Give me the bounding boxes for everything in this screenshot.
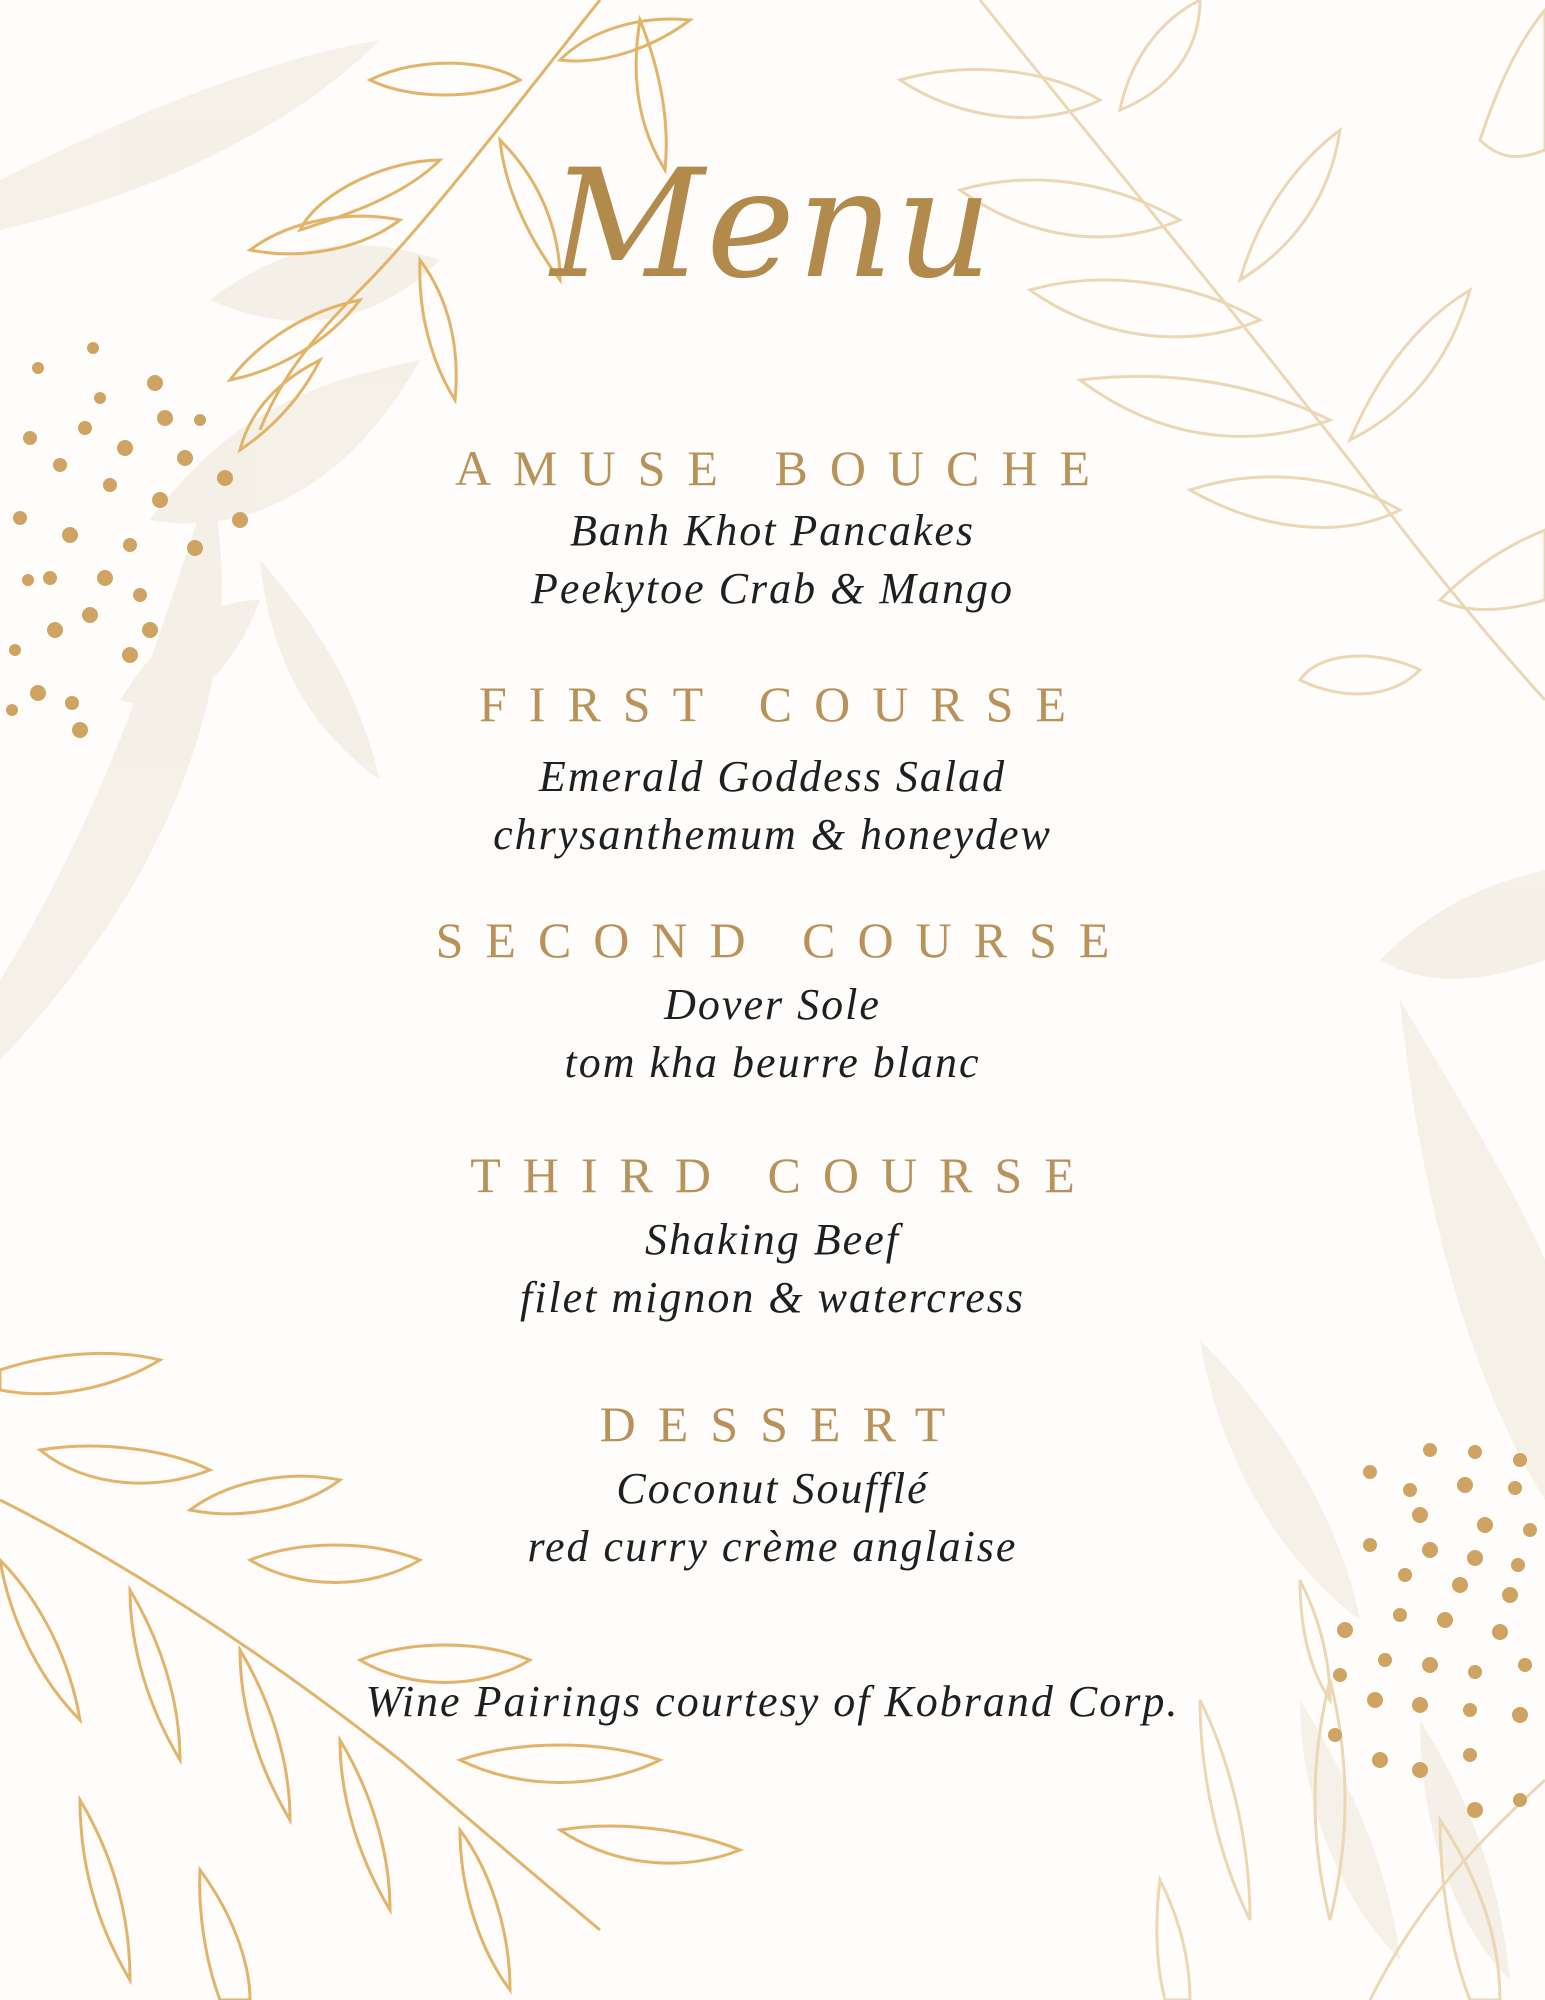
dish-name: Shaking Beef <box>645 1215 900 1264</box>
course-dessert <box>0 1394 1545 1576</box>
course-first <box>0 674 1545 864</box>
dish-description: chrysanthemum & honeydew <box>493 810 1052 859</box>
course-heading: THIRD COURSE <box>470 1147 1097 1203</box>
course-heading: DESSERT <box>599 1396 968 1452</box>
dish-description: red curry crème anglaise <box>527 1522 1018 1571</box>
course-amuse-bouche <box>0 438 1545 618</box>
dish-description: Peekytoe Crab & Mango <box>530 564 1015 613</box>
course-third <box>0 1145 1545 1327</box>
dish-description: tom kha beurre blanc <box>564 1038 981 1087</box>
course-second <box>0 910 1545 1092</box>
dish-name: Banh Khot Pancakes <box>569 506 976 555</box>
menu-title: Menu <box>550 138 995 312</box>
course-heading: SECOND COURSE <box>435 912 1132 968</box>
dish-description: filet mignon & watercress <box>519 1273 1026 1322</box>
course-heading: AMUSE BOUCHE <box>454 440 1113 496</box>
course-heading: FIRST COURSE <box>478 676 1089 732</box>
dish-name: Dover Sole <box>664 980 881 1029</box>
dish-name: Coconut Soufflé <box>616 1464 929 1513</box>
dish-name: Emerald Goddess Salad <box>538 752 1007 801</box>
wine-pairing-note: Wine Pairings courtesy of Kobrand Corp. <box>365 1677 1180 1726</box>
